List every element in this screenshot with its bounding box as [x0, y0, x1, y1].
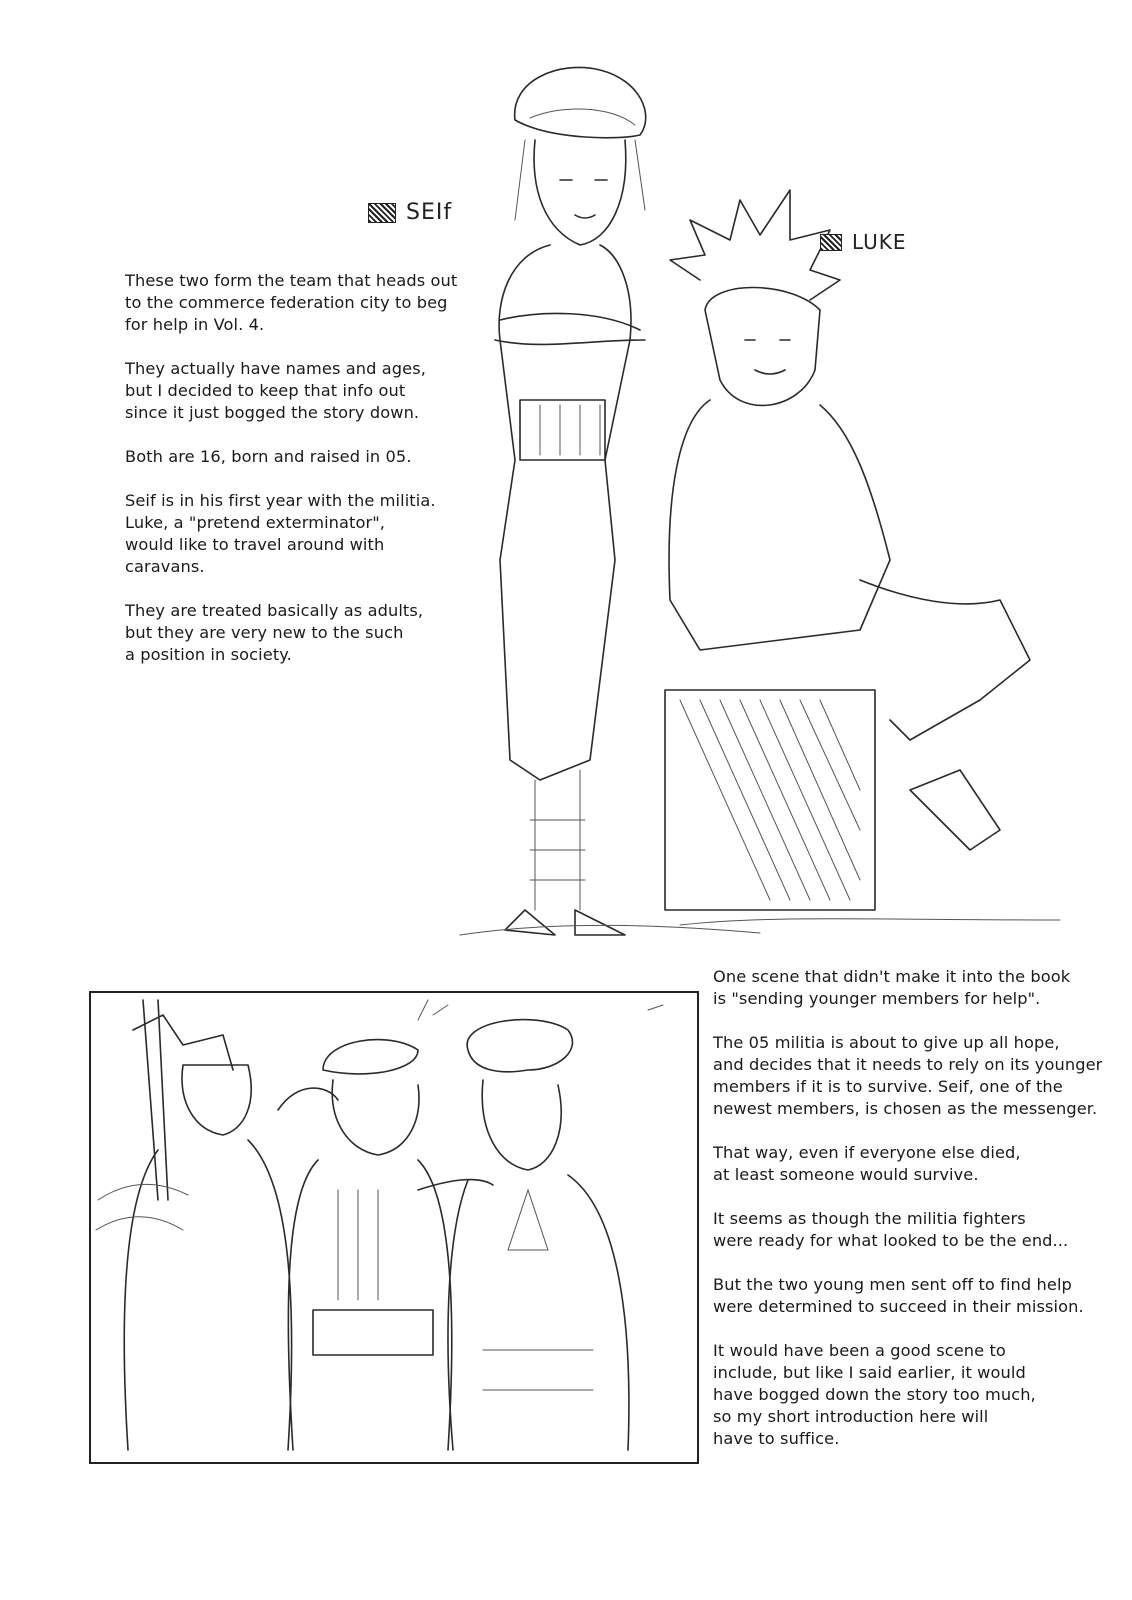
- label-marker-icon: [820, 234, 842, 251]
- intro-paragraph: Seif is in his first year with the militia. Luke, a "pretend exterminator", would like to travel around with caravans.: [125, 491, 436, 576]
- intro-text-block: [125, 270, 465, 666]
- luke-boot: [910, 770, 1000, 850]
- seif-hat: [515, 67, 646, 137]
- luke-face: [745, 340, 790, 374]
- scene-sketch-panel: [88, 990, 700, 1465]
- panel-frame: [90, 992, 698, 1463]
- character-sketch-seif-luke: [440, 40, 1080, 950]
- story-paragraph: One scene that didn't make it into the book is "sending younger members for help".: [713, 967, 1071, 1008]
- label-luke-text: LUKE: [852, 230, 907, 254]
- intro-paragraph: These two form the team that heads out to the commerce federation city to beg for help in Vol. 4.: [125, 271, 458, 334]
- luke-head: [705, 288, 820, 406]
- intro-paragraph: They actually have names and ages, but I decided to keep that info out since it just bogged the story down.: [125, 359, 426, 422]
- label-seif: [368, 200, 452, 225]
- seif-arms: [495, 313, 645, 344]
- label-marker-icon: [368, 203, 396, 223]
- story-paragraph: That way, even if everyone else died, at least someone would survive.: [713, 1143, 1021, 1184]
- story-paragraph: It would have been a good scene to include, but like I said earlier, it would have bogged down the story too much, so my short introduction here will have to suffice.: [713, 1341, 1036, 1448]
- story-paragraph: The 05 militia is about to give up all hope, and decides that it needs to rely on its younger members if it is to survive. Seif, one of the newest members, is chosen as the messenger.: [713, 1033, 1103, 1118]
- seif-face: [560, 180, 607, 218]
- label-seif-text: SEIf: [406, 200, 453, 225]
- seif-boots: [505, 910, 625, 935]
- intro-paragraph: Both are 16, born and raised in 05.: [125, 447, 412, 466]
- story-text-block: [713, 966, 1113, 1450]
- luke-leg: [860, 580, 1030, 740]
- label-luke: [820, 230, 907, 254]
- seif-body: [499, 245, 631, 780]
- luke-hair: [670, 190, 840, 300]
- seif-head: [534, 140, 626, 245]
- seif-belt: [520, 400, 605, 460]
- luke-body: [669, 400, 890, 650]
- story-paragraph: But the two young men sent off to find help were determined to succeed in their mission.: [713, 1275, 1084, 1316]
- intro-paragraph: They are treated basically as adults, but they are very new to the such a position in society.: [125, 601, 424, 664]
- story-paragraph: It seems as though the militia fighters were ready for what looked to be the end...: [713, 1209, 1069, 1250]
